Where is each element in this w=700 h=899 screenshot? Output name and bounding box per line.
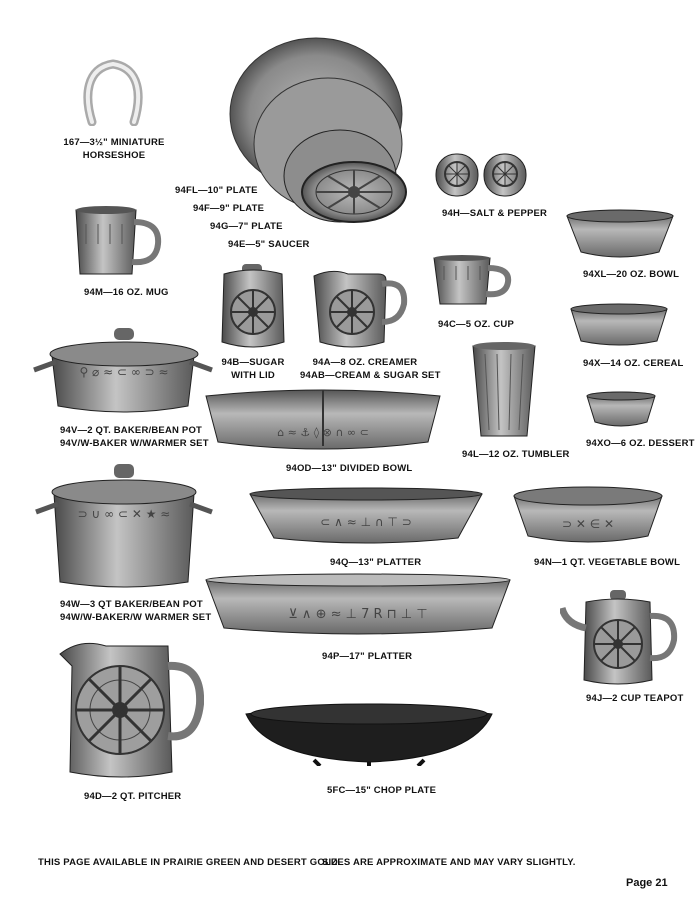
cup-image <box>432 254 514 310</box>
caption-dessert: 94XO—6 OZ. DESSERT <box>586 438 695 449</box>
caption-plate-7: 94G—7" PLATE <box>210 221 283 232</box>
svg-text:⚲ ⌀ ≈ ⊂ ∞ ⊃ ≈: ⚲ ⌀ ≈ ⊂ ∞ ⊃ ≈ <box>79 365 169 379</box>
caption-line: HORSESHOE <box>82 150 146 161</box>
svg-text:⊻ ∧ ⊕ ≈ ⊥ 7 R ⊓ ⊥ ⊤: ⊻ ∧ ⊕ ≈ ⊥ 7 R ⊓ ⊥ ⊤ <box>288 607 428 622</box>
caption-sugar <box>200 356 306 382</box>
caption-saucer: 94E—5" SAUCER <box>228 239 310 250</box>
platter-17in-image <box>204 572 512 638</box>
mug-image <box>72 204 164 278</box>
chop-plate-image <box>244 700 494 766</box>
caption-tumbler: 94L—12 OZ. TUMBLER <box>462 449 570 460</box>
caption-chop-plate: 5FC—15" CHOP PLATE <box>327 785 437 796</box>
caption-mug: 94M—16 OZ. MUG <box>84 287 169 298</box>
sizes-note: SIZES ARE APPROXIMATE AND MAY VARY SLIGHTLY. <box>322 857 576 868</box>
svg-text:⌂ ≈ ⚓ ◊ ⊗ ∩ ∞ ⊂: ⌂ ≈ ⚓ ◊ ⊗ ∩ ∞ ⊂ <box>277 426 369 439</box>
baker-2qt-image <box>32 326 214 414</box>
creamer-image <box>312 268 408 350</box>
salt-and-pepper-image <box>434 152 530 200</box>
caption-line: 94W—3 QT BAKER/BEAN POT <box>60 599 203 610</box>
caption-platter-13in: 94Q—13" PLATTER <box>330 557 422 568</box>
caption-cereal: 94X—14 OZ. CEREAL <box>583 358 684 369</box>
svg-text:⊃ ∪ ∞ ⊂ ✕ ★ ≈: ⊃ ∪ ∞ ⊂ ✕ ★ ≈ <box>77 507 171 521</box>
caption-line: 94V/W-BAKER W/WARMER SET <box>60 438 209 449</box>
cereal-bowl-image <box>569 303 669 347</box>
vegetable-bowl-image <box>512 486 664 544</box>
caption-salt-pepper: 94H—SALT & PEPPER <box>442 208 548 219</box>
caption-creamer <box>300 356 441 382</box>
teapot-image <box>560 588 678 688</box>
baker-3qt-image <box>34 462 214 590</box>
caption-line: 94V—2 QT. BAKER/BEAN POT <box>60 425 203 436</box>
caption-teapot: 94J—2 CUP TEAPOT <box>586 693 684 704</box>
caption-plate-10: 94FL—10" PLATE <box>175 185 258 196</box>
caption-vegetable-bowl: 94N—1 QT. VEGETABLE BOWL <box>534 557 681 568</box>
miniature-horseshoe-image <box>80 56 146 126</box>
caption-line: 167—3½" MINIATURE <box>63 137 165 148</box>
caption-baker-2qt <box>60 424 209 450</box>
caption-line: 94AB—CREAM & SUGAR SET <box>300 370 441 381</box>
platter-13in-image <box>248 486 484 546</box>
caption-line: WITH LID <box>231 370 275 381</box>
caption-bowl-20oz: 94XL—20 OZ. BOWL <box>583 269 680 280</box>
caption-pitcher: 94D—2 QT. PITCHER <box>84 791 182 802</box>
caption-line: 94B—SUGAR <box>221 357 285 368</box>
sugar-bowl-image <box>214 262 292 350</box>
availability-note: THIS PAGE AVAILABLE IN PRAIRIE GREEN AND DESERT GOLD. <box>38 857 341 868</box>
tumbler-image <box>471 342 537 438</box>
svg-text:⊂ ∧ ≈ ⊥ ∩ ⊤ ⊃: ⊂ ∧ ≈ ⊥ ∩ ⊤ ⊃ <box>320 515 412 529</box>
divided-bowl-image <box>204 386 442 454</box>
bowl-20oz-image <box>565 208 675 260</box>
pitcher-image <box>56 636 204 782</box>
dessert-bowl-image <box>585 390 657 428</box>
caption-horseshoe <box>54 136 174 162</box>
caption-divided-bowl: 94OD—13" DIVIDED BOWL <box>286 463 413 474</box>
caption-platter-17in: 94P—17" PLATTER <box>322 651 413 662</box>
caption-cup: 94C—5 OZ. CUP <box>438 319 514 330</box>
caption-line: 94W/W-BAKER/W WARMER SET <box>60 612 212 623</box>
svg-text:⊃ ✕ ∈ ✕: ⊃ ✕ ∈ ✕ <box>561 517 615 531</box>
caption-line: 94A—8 OZ. CREAMER <box>312 357 418 368</box>
caption-baker-3qt <box>60 598 211 624</box>
caption-plate-9: 94F—9" PLATE <box>193 203 265 214</box>
page-number: Page 21 <box>626 877 668 889</box>
